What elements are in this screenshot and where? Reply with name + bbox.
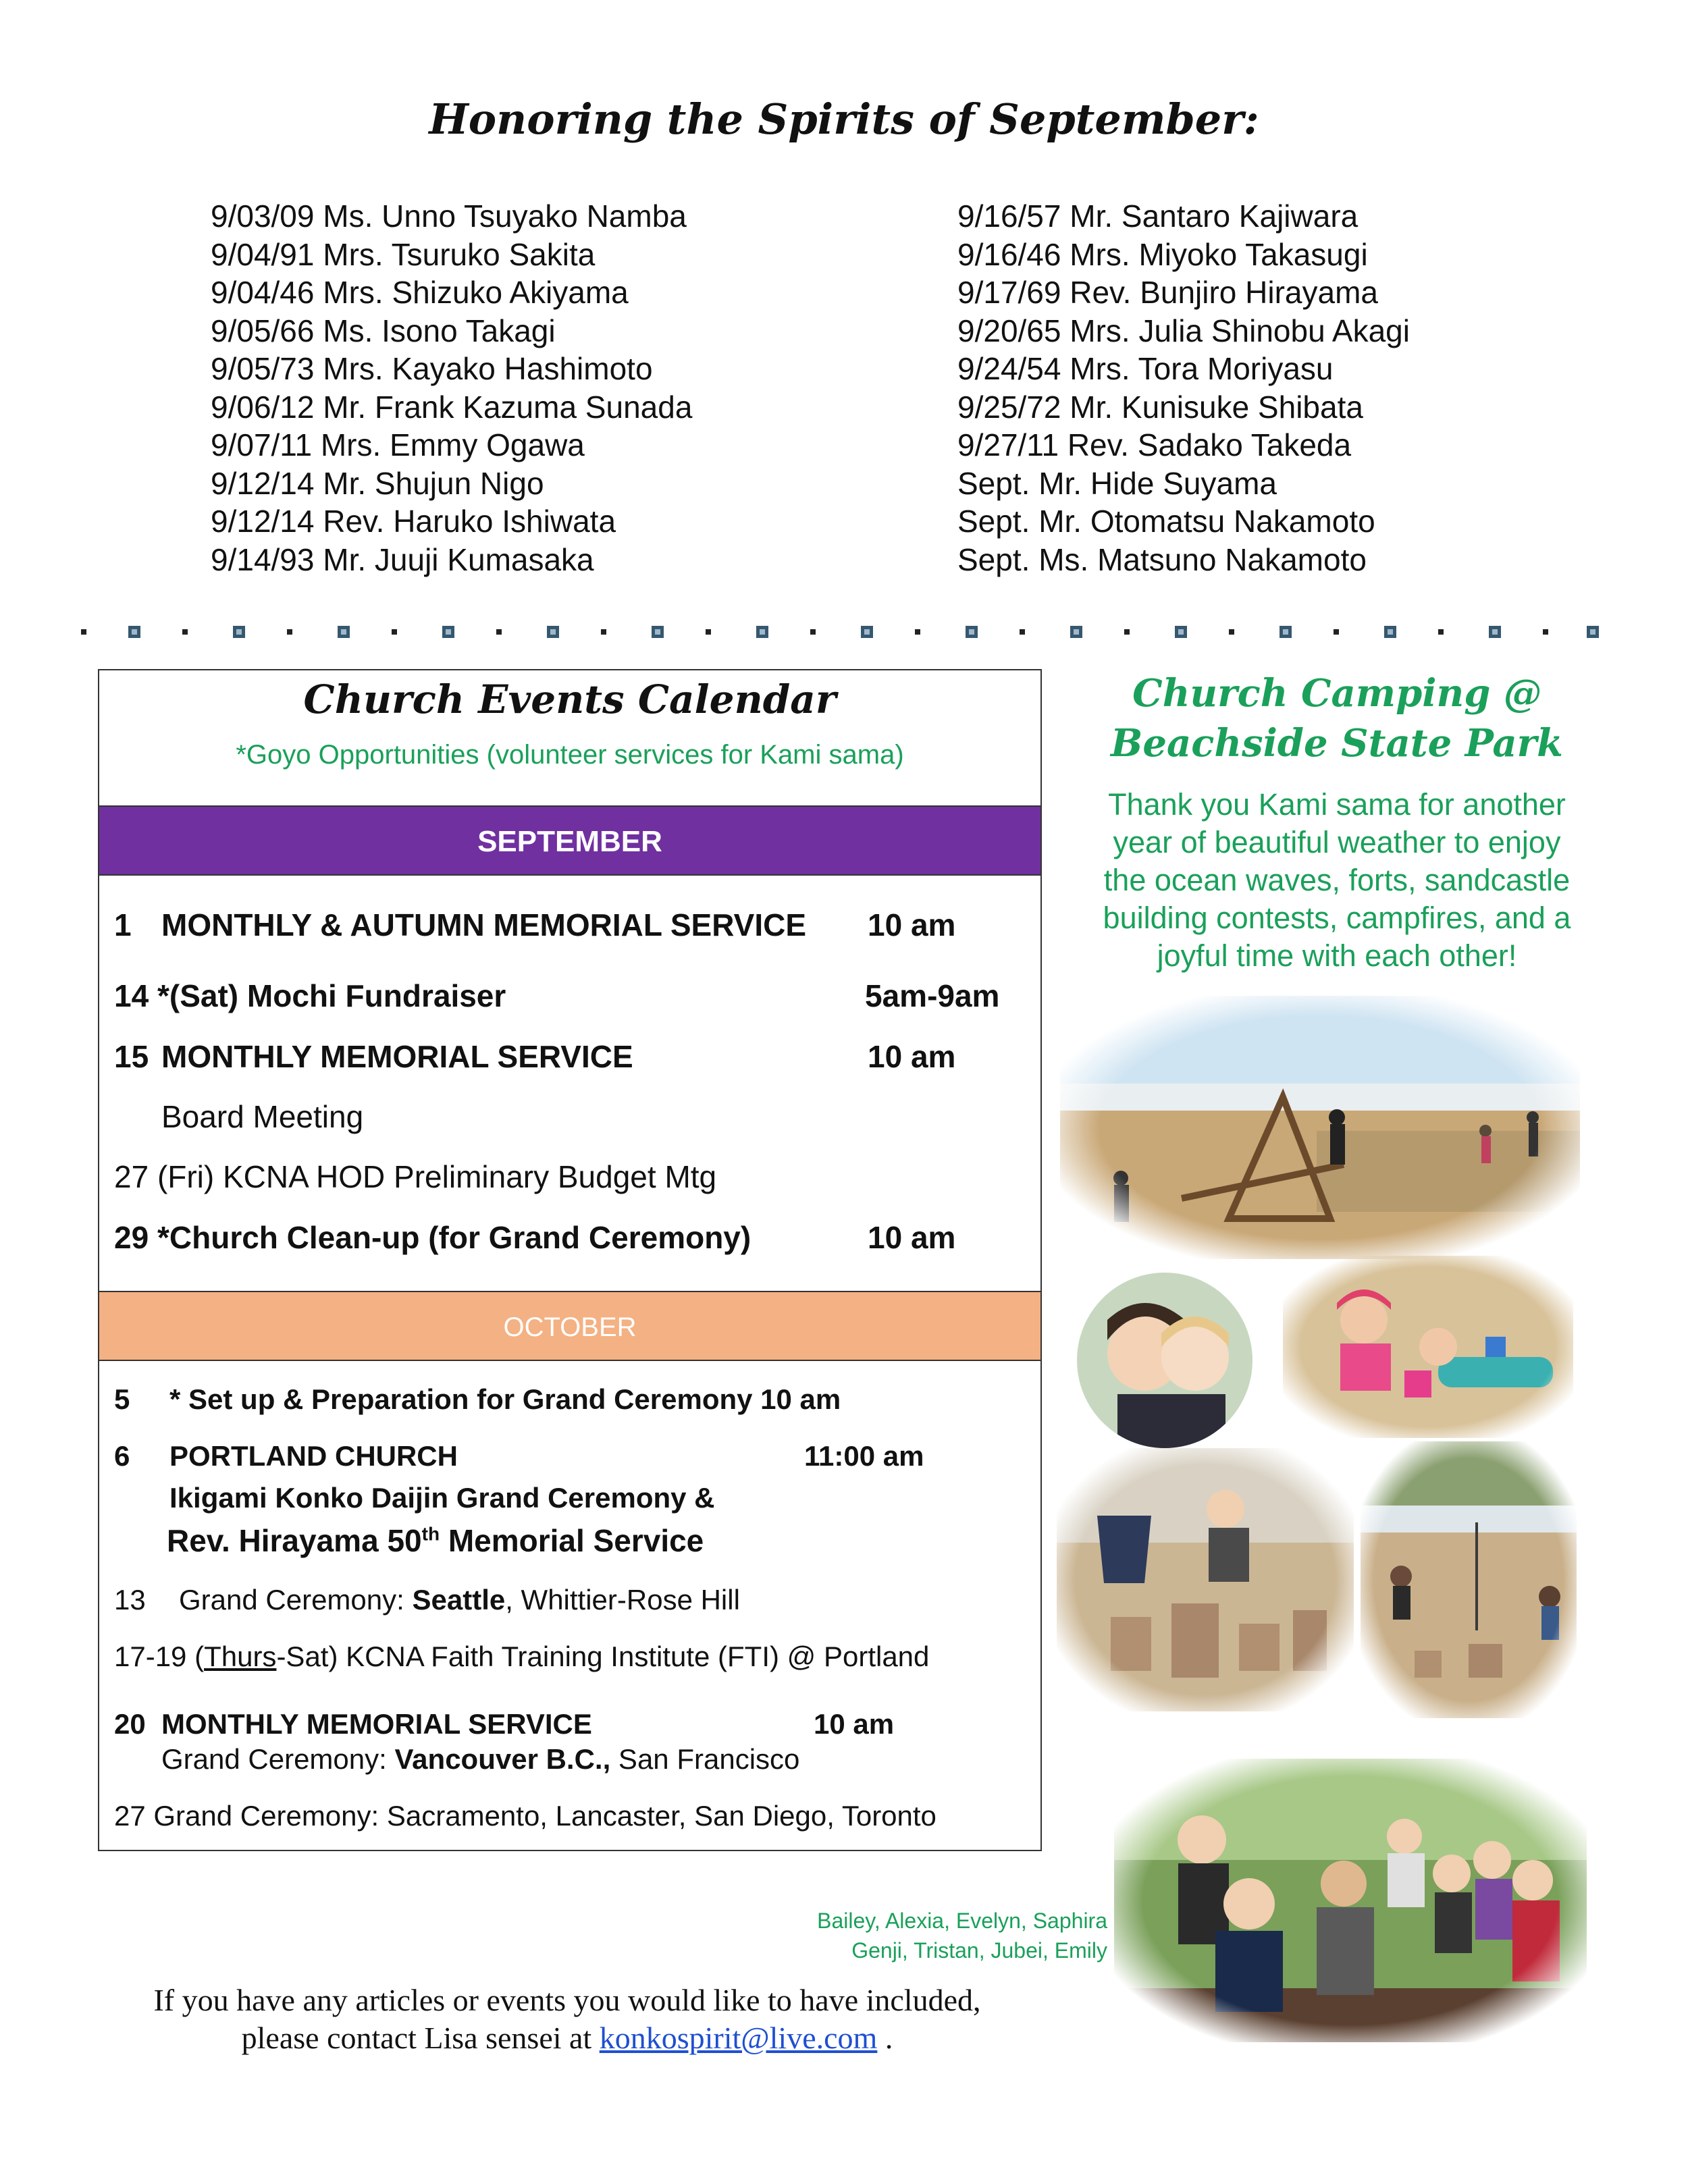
event-title: *Church Clean-up (for Grand Ceremony) bbox=[157, 1220, 751, 1255]
event-title: MONTHLY MEMORIAL SERVICE bbox=[161, 1039, 633, 1074]
event-title: MONTHLY MEMORIAL SERVICE bbox=[161, 1708, 592, 1740]
event-title: * Set up & Preparation for Grand Ceremony 10 am bbox=[169, 1383, 841, 1415]
memorial-entry: 9/27/11 Rev. Sadako Takeda bbox=[957, 427, 1352, 462]
event-title: Grand Ceremony: Seattle, Whittier-Rose Hill bbox=[179, 1584, 740, 1616]
event-title: MONTHLY & AUTUMN MEMORIAL SERVICE bbox=[161, 907, 806, 942]
event-time: 5am-9am bbox=[865, 978, 1000, 1013]
memorial-entry: 9/12/14 Rev. Haruko Ishiwata bbox=[211, 504, 616, 539]
memorial-entry: Sept. Mr. Hide Suyama bbox=[957, 465, 1277, 501]
memorial-entry: 9/07/11 Mrs. Emmy Ogawa bbox=[211, 427, 585, 462]
memorial-entry: 9/25/72 Mr. Kunisuke Shibata bbox=[957, 389, 1363, 425]
beach-fort-photo bbox=[1060, 996, 1580, 1259]
event-day: 20 bbox=[114, 1708, 146, 1740]
memorial-entry: Sept. Ms. Matsuno Nakamoto bbox=[957, 541, 1367, 577]
section-divider bbox=[81, 625, 1607, 639]
memorial-entry: 9/20/65 Mrs. Julia Shinobu Akagi bbox=[957, 313, 1410, 348]
memorial-list-left bbox=[211, 197, 692, 579]
event-day: 13 bbox=[114, 1584, 146, 1616]
event-title: *(Sat) Mochi Fundraiser bbox=[157, 978, 506, 1013]
event-subtitle: Rev. Hirayama 50th Memorial Service bbox=[167, 1523, 704, 1558]
october-header: OCTOBER bbox=[99, 1291, 1040, 1361]
event-day: 6 bbox=[114, 1440, 130, 1472]
camping-title-line2: Beachside State Park bbox=[1111, 721, 1563, 766]
memorial-entry: 9/04/91 Mrs. Tsuruko Sakita bbox=[211, 236, 596, 272]
event-title: Board Meeting bbox=[161, 1099, 364, 1134]
september-header: SEPTEMBER bbox=[99, 805, 1040, 876]
contact-line2: please contact Lisa sensei at konkospirit@live.com . bbox=[241, 2021, 893, 2055]
event-title: PORTLAND CHURCH bbox=[169, 1440, 458, 1472]
memorial-entry: 9/16/57 Mr. Santaro Kajiwara bbox=[957, 198, 1359, 234]
event-day: 15 bbox=[114, 1039, 149, 1074]
memorial-list-right bbox=[957, 197, 1410, 579]
event-day: 29 bbox=[114, 1220, 149, 1255]
memorial-entry: 9/03/09 Ms. Unno Tsuyako Namba bbox=[211, 198, 687, 234]
event-time: 10 am bbox=[868, 1220, 956, 1255]
events-calendar bbox=[98, 669, 1042, 1851]
event-day: 1 bbox=[114, 907, 132, 942]
memorial-entry: 9/05/66 Ms. Isono Takagi bbox=[211, 313, 556, 348]
photo-caption-line2: Genji, Tristan, Jubei, Emily bbox=[851, 1938, 1107, 1963]
event-time: 10 am bbox=[814, 1708, 895, 1740]
calendar-subtitle: *Goyo Opportunities (volunteer services for Kami sama) bbox=[236, 740, 904, 770]
event-time: 11:00 am bbox=[804, 1440, 924, 1472]
photo-caption-line1: Bailey, Alexia, Evelyn, Saphira bbox=[817, 1909, 1107, 1933]
sandcastle-photo bbox=[1057, 1448, 1354, 1711]
memorial-entry: Sept. Mr. Otomatsu Nakamoto bbox=[957, 504, 1375, 539]
event-subtitle: Grand Ceremony: Vancouver B.C., San Francisco bbox=[161, 1743, 800, 1775]
memorial-entry: 9/06/12 Mr. Frank Kazuma Sunada bbox=[211, 389, 693, 425]
event-day: 5 bbox=[114, 1383, 130, 1415]
memorial-entry: 9/04/46 Mrs. Shizuko Akiyama bbox=[211, 275, 629, 310]
camping-title-line1: Church Camping @ bbox=[1132, 671, 1541, 716]
event-subtitle: Ikigami Konko Daijin Grand Ceremony & bbox=[169, 1482, 715, 1514]
memorial-entry: 9/24/54 Mrs. Tora Moriyasu bbox=[957, 351, 1334, 386]
memorial-entry: 9/14/93 Mr. Juuji Kumasaka bbox=[211, 541, 594, 577]
memorial-entry: 9/05/73 Mrs. Kayako Hashimoto bbox=[211, 351, 653, 386]
memorial-entry: 9/16/46 Mrs. Miyoko Takasugi bbox=[957, 236, 1368, 272]
dunes-photo bbox=[1361, 1441, 1577, 1718]
event-title: 17-19 (Thurs-Sat) KCNA Faith Training Institute (FTI) @ Portland bbox=[114, 1641, 930, 1672]
event-title: 27 Grand Ceremony: Sacramento, Lancaster, San Diego, Toronto bbox=[114, 1800, 937, 1832]
sand-play-photo bbox=[1283, 1256, 1573, 1438]
camping-text: Thank you Kami sama for another year of beautiful weather to enjoy the ocean waves, forts, sandcastle building contests, campfires, and a joyful time with each other! bbox=[1103, 787, 1571, 973]
calendar-title: Church Events Calendar bbox=[303, 676, 837, 722]
memorial-entry: 9/17/69 Rev. Bunjiro Hirayama bbox=[957, 275, 1378, 310]
children-photo bbox=[1077, 1273, 1252, 1448]
event-title: 27 (Fri) KCNA HOD Preliminary Budget Mtg bbox=[114, 1159, 717, 1194]
event-day: 14 bbox=[114, 978, 149, 1013]
memorial-title: Honoring the Spirits of September: bbox=[429, 95, 1259, 144]
contact-email-link[interactable]: konkospirit@live.com bbox=[599, 2021, 878, 2055]
event-time: 10 am bbox=[868, 907, 956, 942]
contact-line1: If you have any articles or events you would like to have included, bbox=[153, 1983, 981, 2017]
memorial-entry: 9/12/14 Mr. Shujun Nigo bbox=[211, 465, 544, 501]
event-time: 10 am bbox=[868, 1039, 956, 1074]
group-photo bbox=[1114, 1759, 1587, 2042]
